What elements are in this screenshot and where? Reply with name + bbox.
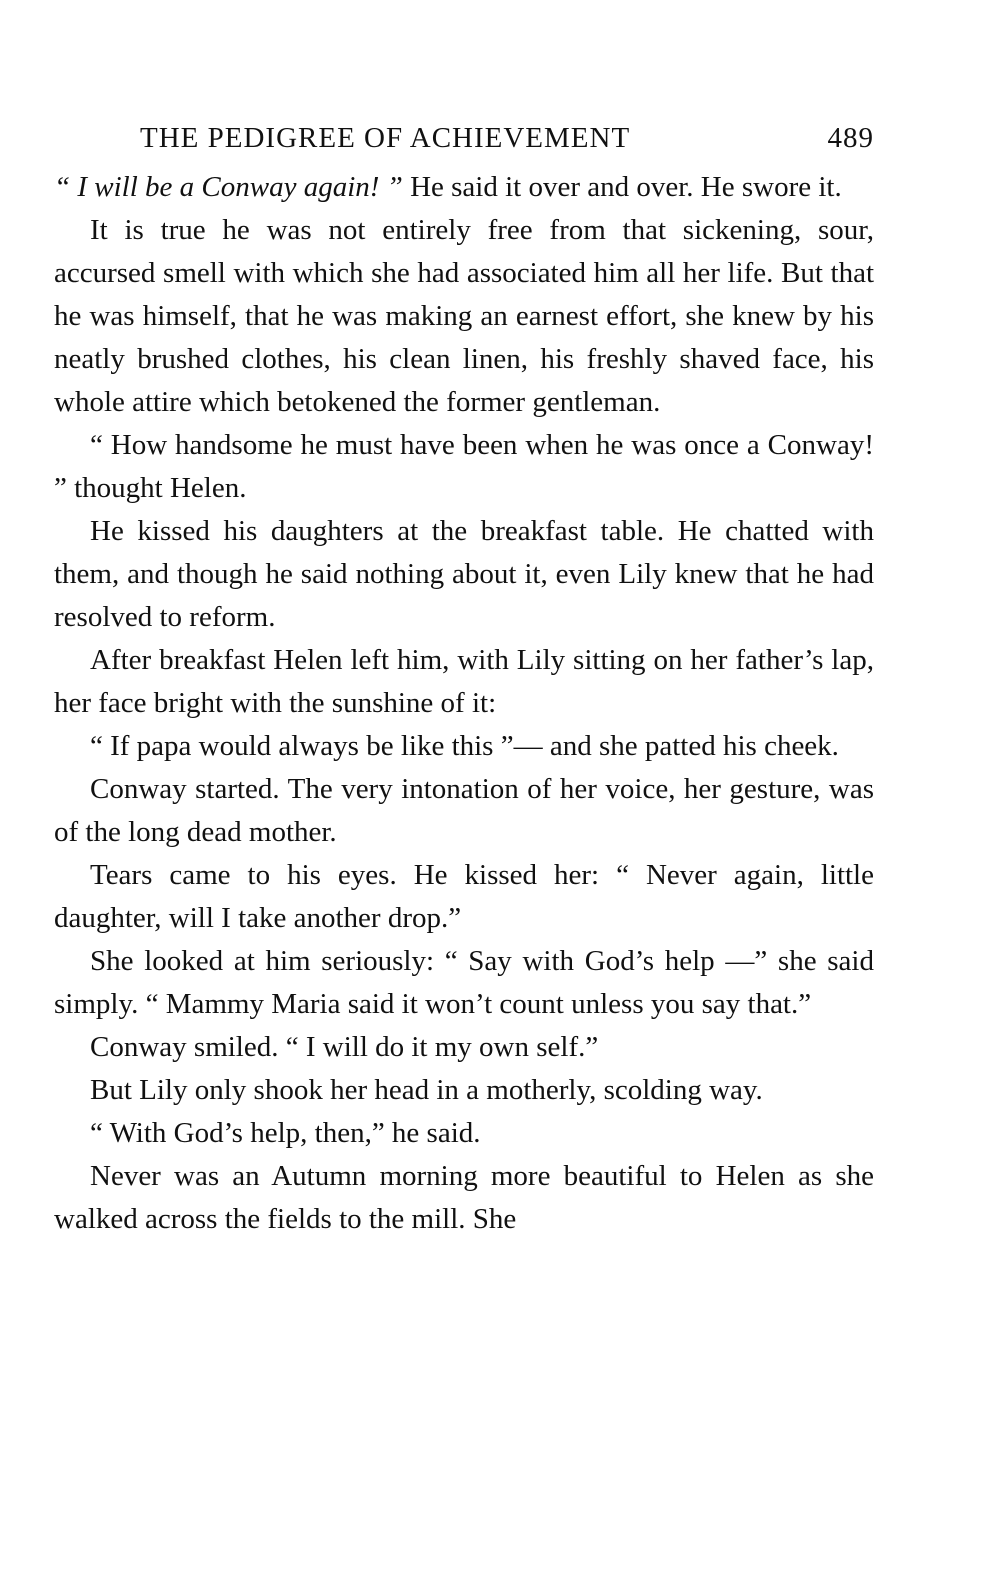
paragraph: “ How handsome he must have been when he was once a Conway! ” thought Helen. [54,429,874,504]
paragraph [54,166,874,209]
paragraph: But Lily only shook her head in a motherly, scolding way. [90,1074,763,1106]
italic-quote: “ I will be a Conway again! ” [54,171,403,203]
paragraph: She looked at him seriously: “ Say with God’s help —” she said simply. “ Mammy Maria said it won’t count unless you say that.” [54,945,874,1020]
book-page [54,110,874,1241]
paragraph: Tears came to his eyes. He kissed her: “ Never again, little daughter, will I take another drop.” [54,859,874,934]
paragraph: “ If papa would always be like this ”— and she patted his cheek. [90,730,839,762]
running-title: THE PEDIGREE OF ACHIEVEMENT [140,122,631,154]
paragraph: “ With God’s help, then,” he said. [90,1117,481,1149]
paragraph: Conway started. The very intonation of her voice, her gesture, was of the long dead mother. [54,773,874,848]
paragraph: It is true he was not entirely free from that sickening, sour, accursed smell with which she had associated him all her life. But that he was himself, that he was making an earnest effort, she knew by his neatly brushed clothes, his clean linen, his freshly shaved face, his whole attire which betokened the former gentleman. [54,214,874,418]
running-header [140,110,874,166]
paragraph: Conway smiled. “ I will do it my own self.” [90,1031,599,1063]
paragraph: After breakfast Helen left him, with Lily sitting on her father’s lap, her face bright with the sunshine of it: [54,644,874,719]
paragraph: He kissed his daughters at the breakfast table. He chatted with them, and though he said nothing about it, even Lily knew that he had resolved to reform. [54,515,874,633]
paragraph-text: He said it over and over. He swore it. [402,171,842,203]
page-number: 489 [827,122,874,154]
paragraph: Never was an Autumn morning more beautiful to Helen as she walked across the fields to the mill. She [54,1160,874,1235]
body-text [54,166,874,1241]
